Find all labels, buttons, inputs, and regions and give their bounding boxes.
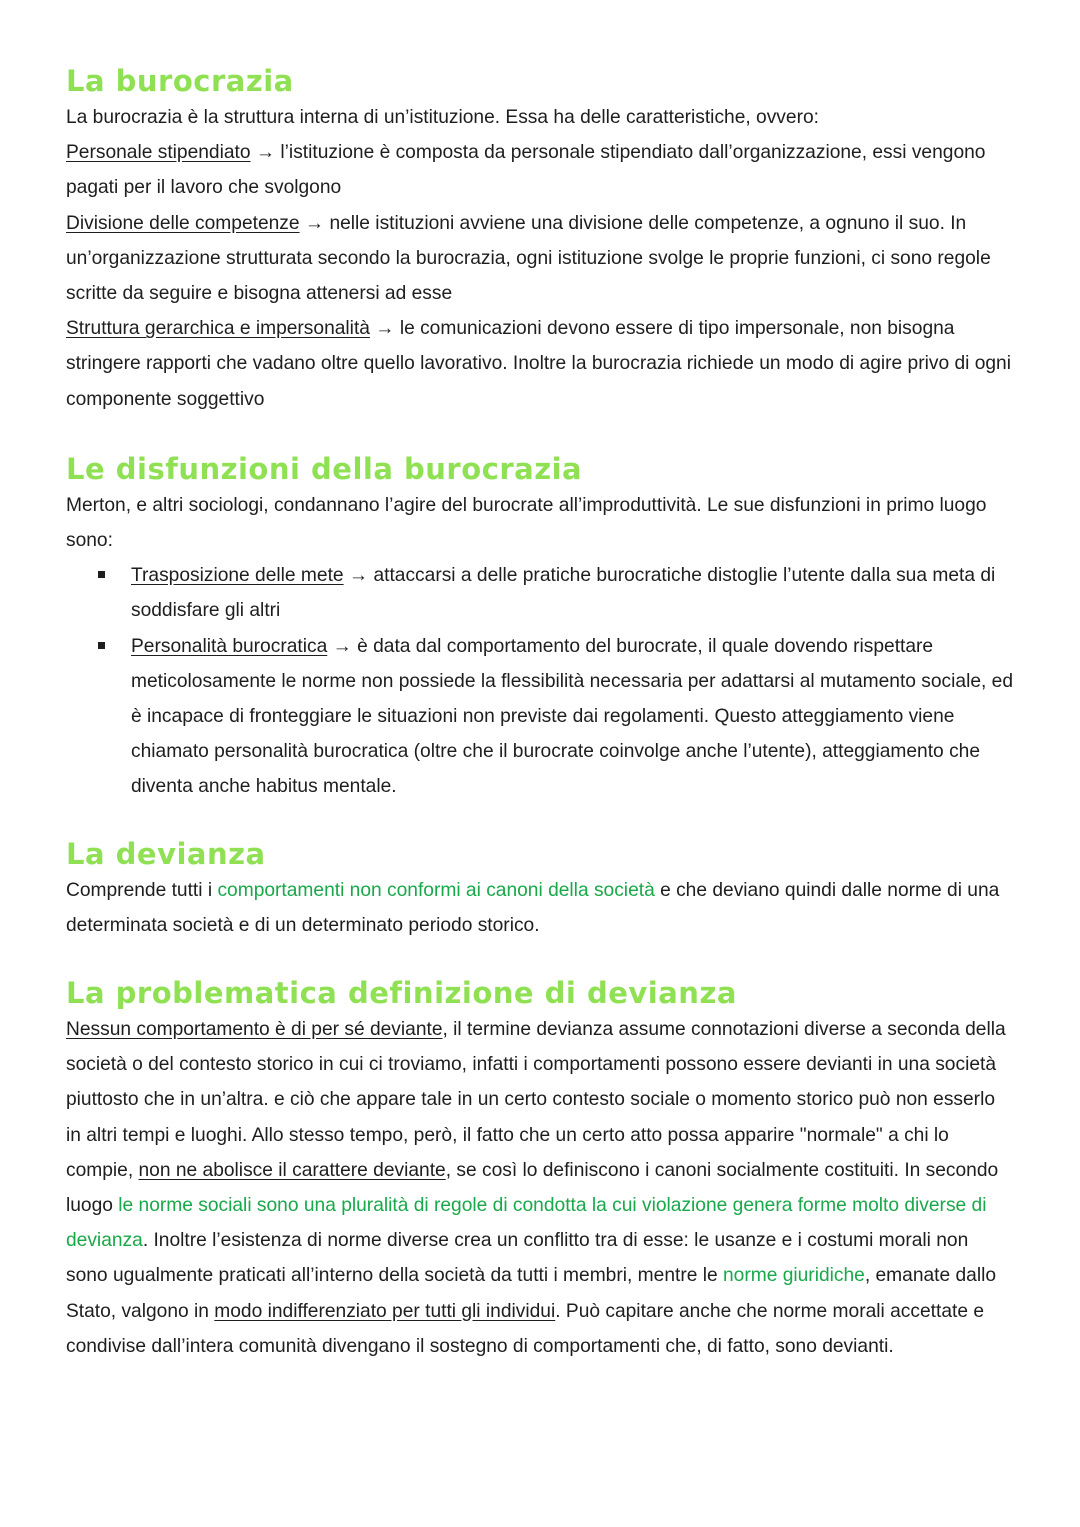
text-problematica-1: , il termine devianza assume connotazioni diverse a seconda della società o del contesto storico in cui ci troviamo, infatti i comportamenti possono essere devianti in una società piuttosto che in un’altra. e ciò che appare tale in un certo contesto sociale o momento storico può non esserlo in altri tempi e luoghi. Allo stesso tempo, però, il fatto che un certo atto possa apparire "normale" a chi lo compie, [66,1019,1006,1181]
highlight-norme-sociali: le norme sociali sono una pluralità di regole di condotta la cui violazione genera forme molto diverse di devianza [66,1195,987,1252]
text-personale-stipendiato: l’istituzione è composta da personale stipendiato dall’organizzazione, essi vengono pagati per il lavoro che svolgono [66,142,986,199]
underline-modo-indifferenziato: modo indifferenziato per tutti gli individui [214,1300,556,1322]
item-struttura-gerarchica [66,311,1014,417]
text-problematica-5: . Può capitare anche che norme morali accettate e condivise dall’intera comunità divengano il sostegno di comportamenti che, di fatto, sono devianti. [66,1300,984,1357]
item-divisione-competenze [66,206,1014,312]
text-divisione-competenze: nelle istituzioni avviene una divisione delle competenze, a ognuno il suo. In un’organizzazione strutturata secondo la burocrazia, ogni istituzione svolge le proprie funzioni, ci sono regole scritte da seguire e bisogna attenersi ad esse [66,212,991,305]
arrow-icon: → [327,635,358,657]
paragraph-disfunzioni-intro: Merton, e altri sociologi, condannano l’agire del burocrate all’improduttività. Le sue disfunzioni in primo luogo sono: [66,494,987,552]
arrow-icon: → [250,142,281,164]
list-item [66,558,1014,628]
text-personalita-burocratica: è data dal comportamento del burocrate, il quale dovendo rispettare meticolosamente le norme non possiede la flessibilità necessaria per adattarsi al mutamento sociale, ed è incapace di fronteggiare le situazioni non previste dai regolamenti. Questo atteggiamento viene chiamato personalità burocratica (oltre che il burocrate coinvolge anche l’utente), atteggiamento che diventa anche habitus mentale. [131,635,1014,798]
text-trasposizione-mete: attaccarsi a delle pratiche burocratiche distoglie l’utente dalla sua meta di soddisfare gli altri [131,565,996,622]
text-struttura-gerarchica: le comunicazioni devono essere di tipo impersonale, non bisogna stringere rapporti che vadano oltre quello lavorativo. Inoltre la burocrazia richiede un modo di agire privo di ogni componente soggettivo [66,318,1011,410]
item-personale-stipendiato [66,135,1014,205]
text-devianza-after: e che deviano quindi dalle norme di una determinata società e di un determinato periodo storico. [66,879,1000,936]
text-problematica-3: . Inoltre l’esistenza di norme diverse crea un conflitto tra di esse: le usanze e i costumi morali non sono ugualmente praticati all’interno della società da tutti i membri, mentre le [66,1230,969,1287]
heading-devianza: La devianza [66,836,266,871]
paragraph-burocrazia-intro: La burocrazia è la struttura interna di un’istituzione. Essa ha delle caratteristiche, ovvero: [66,107,819,128]
underline-non-abolisce: non ne abolisce il carattere deviante [138,1159,446,1181]
term-struttura-gerarchica: Struttura gerarchica e impersonalità [66,318,370,340]
text-problematica-4: , emanate dallo Stato, valgono in [66,1265,997,1322]
highlight-norme-giuridiche: norme giuridiche [722,1265,865,1287]
arrow-icon: → [369,318,400,340]
paragraph-problematica [66,1012,1014,1364]
term-personale-stipendiato: Personale stipendiato [66,142,251,164]
bullet-icon [98,642,105,649]
bullet-icon [98,571,105,578]
list-item [66,629,1014,805]
text-devianza-before: Comprende tutti i [66,879,218,901]
term-trasposizione-mete: Trasposizione delle mete [131,565,344,587]
heading-disfunzioni: Le disfunzioni della burocrazia [66,451,583,486]
text-problematica-2: , se così lo definiscono i canoni socialmente costituiti. In secondo luogo [66,1159,999,1217]
term-divisione-competenze: Divisione delle competenze [66,212,300,234]
term-personalita-burocratica: Personalità burocratica [131,635,328,657]
arrow-icon: → [299,212,330,234]
paragraph-devianza [66,873,1014,943]
heading-problematica: La problematica definizione di devianza [66,976,737,1011]
highlight-comportamenti: comportamenti non conformi ai canoni della società [217,879,655,901]
arrow-icon: → [343,565,374,587]
heading-burocrazia: La burocrazia [66,64,294,98]
disfunzioni-list [66,558,1014,804]
underline-nessun-comportamento: Nessun comportamento è di per sé deviante [66,1019,443,1041]
